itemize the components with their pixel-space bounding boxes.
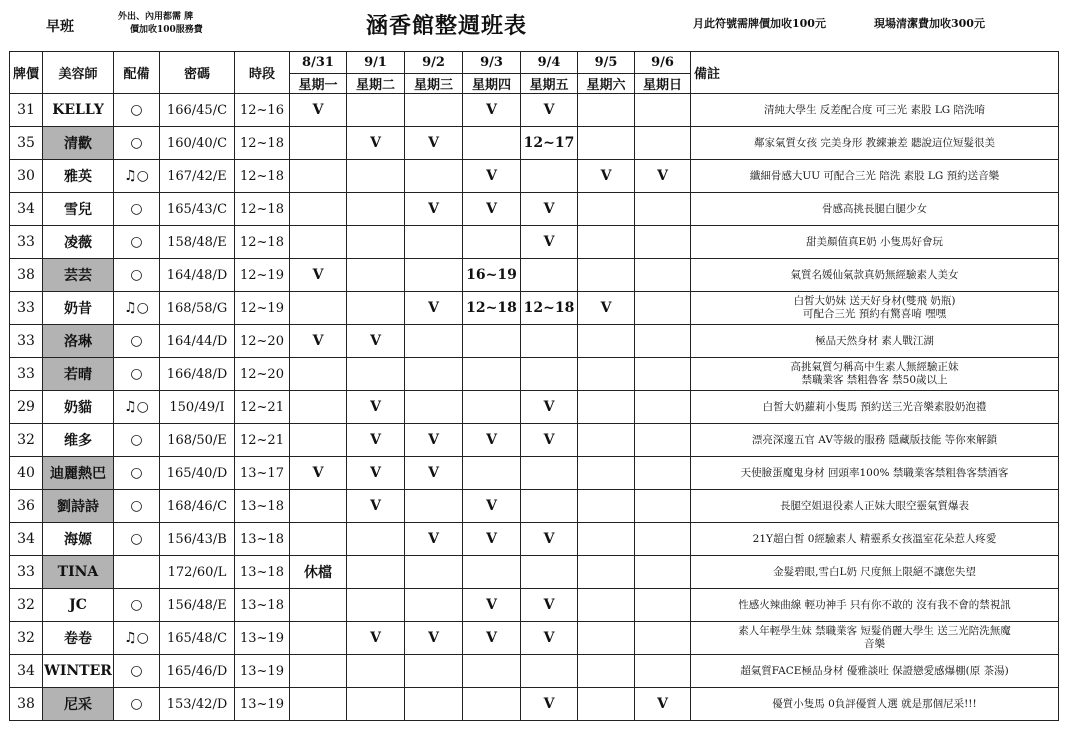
table-row — [10, 655, 1059, 688]
code-cell: 158/48/E — [160, 226, 235, 259]
stylist-name-cell: JC — [43, 589, 114, 622]
equipment-cell: ○ — [114, 358, 160, 391]
day-cell: V — [463, 589, 521, 622]
day-cell — [290, 127, 347, 160]
col-header-stylist: 美容師 — [43, 52, 114, 94]
day-cell — [347, 358, 405, 391]
time-slot-cell: 12~19 — [235, 259, 290, 292]
day-cell — [635, 523, 691, 556]
time-slot-cell: 13~18 — [235, 490, 290, 523]
day-cell — [578, 556, 635, 589]
code-cell: 156/43/B — [160, 523, 235, 556]
day-cell — [405, 490, 463, 523]
day-cell: V — [521, 589, 578, 622]
day-cell: V — [578, 292, 635, 325]
day-cell — [578, 424, 635, 457]
col-header-remark: 備註 — [691, 52, 1059, 94]
day-cell — [405, 391, 463, 424]
stylist-name-cell: 芸芸 — [43, 259, 114, 292]
remark-cell: 天使臉蛋魔鬼身材 回頭率100% 禁職業客禁粗魯客禁酒客 — [691, 457, 1059, 490]
day-cell — [290, 391, 347, 424]
day-cell — [290, 622, 347, 655]
day-cell: V — [405, 424, 463, 457]
table-row — [10, 259, 1059, 292]
equipment-cell — [114, 556, 160, 589]
day-cell — [347, 688, 405, 721]
day-cell — [463, 391, 521, 424]
day-cell — [405, 259, 463, 292]
equipment-cell: ♫○ — [114, 622, 160, 655]
table-row — [10, 490, 1059, 523]
code-cell: 172/60/L — [160, 556, 235, 589]
code-cell: 160/40/C — [160, 127, 235, 160]
day-cell — [405, 325, 463, 358]
col-header-time: 時段 — [235, 52, 290, 94]
price-cell: 38 — [10, 688, 43, 721]
remark-cell: 金髮碧眼,雪白L奶 尺度無上限絕不讓您失望 — [691, 556, 1059, 589]
day-cell — [521, 490, 578, 523]
col-header-weekday: 星期一 — [290, 74, 347, 94]
col-header-weekday: 星期二 — [347, 74, 405, 94]
table-row — [10, 325, 1059, 358]
day-cell — [578, 391, 635, 424]
code-cell: 156/48/E — [160, 589, 235, 622]
remark-cell: 21Y超白皙 0經驗素人 精靈系女孩溫室花朵惹人疼愛 — [691, 523, 1059, 556]
stylist-name-cell: 卷卷 — [43, 622, 114, 655]
day-cell — [290, 292, 347, 325]
price-cell: 33 — [10, 556, 43, 589]
day-cell — [405, 226, 463, 259]
day-cell — [578, 127, 635, 160]
day-cell — [347, 523, 405, 556]
day-cell: V — [347, 424, 405, 457]
stylist-name-cell: 雪兒 — [43, 193, 114, 226]
day-cell: V — [463, 94, 521, 127]
day-cell — [521, 358, 578, 391]
table-row — [10, 622, 1059, 655]
day-cell — [290, 589, 347, 622]
price-cell: 31 — [10, 94, 43, 127]
day-cell — [405, 589, 463, 622]
day-cell — [521, 556, 578, 589]
remark-cell: 長腿空姐退役素人正妹大眼空靈氣質爆表 — [691, 490, 1059, 523]
day-cell: V — [521, 622, 578, 655]
time-slot-cell: 13~18 — [235, 523, 290, 556]
code-cell: 165/46/D — [160, 655, 235, 688]
col-header-date: 9/4 — [521, 52, 578, 74]
day-cell — [290, 358, 347, 391]
table-row — [10, 391, 1059, 424]
day-cell — [635, 490, 691, 523]
time-slot-cell: 13~18 — [235, 556, 290, 589]
day-cell: V — [347, 325, 405, 358]
stylist-name-cell: 雅英 — [43, 160, 114, 193]
service-fee-note-line2: 價加收100服務費 — [130, 25, 203, 35]
time-slot-cell: 13~19 — [235, 622, 290, 655]
day-cell — [635, 325, 691, 358]
price-cell: 30 — [10, 160, 43, 193]
remark-cell: 高挑氣質匀稱高中生素人無經驗正妹 禁職業客 禁粗魯客 禁50歲以上 — [691, 358, 1059, 391]
time-slot-cell: 13~18 — [235, 589, 290, 622]
day-cell — [290, 490, 347, 523]
day-cell — [635, 226, 691, 259]
day-cell: 16~19 — [463, 259, 521, 292]
day-cell — [578, 622, 635, 655]
remark-cell: 優質小隻馬 0負評優質人選 就是那個尼采!!! — [691, 688, 1059, 721]
day-cell — [635, 358, 691, 391]
remark-cell: 白皙大奶蘿莉小隻馬 預約送三光音樂素股奶泡禮 — [691, 391, 1059, 424]
col-header-code: 密碼 — [160, 52, 235, 94]
time-slot-cell: 13~19 — [235, 655, 290, 688]
remark-cell: 性感火辣曲線 輕功神手 只有你不敢的 沒有我不會的禁視訊 — [691, 589, 1059, 622]
day-cell: V — [521, 523, 578, 556]
day-cell — [578, 358, 635, 391]
equipment-cell: ○ — [114, 457, 160, 490]
day-cell: V — [521, 424, 578, 457]
day-cell — [635, 127, 691, 160]
day-cell — [635, 589, 691, 622]
col-header-weekday: 星期三 — [405, 74, 463, 94]
day-cell — [463, 556, 521, 589]
day-cell — [635, 193, 691, 226]
day-cell: 12~17 — [521, 127, 578, 160]
table-row — [10, 424, 1059, 457]
day-cell — [290, 193, 347, 226]
stylist-name-cell: 海嫄 — [43, 523, 114, 556]
day-cell — [463, 688, 521, 721]
table-body — [10, 94, 1059, 721]
day-cell: V — [347, 490, 405, 523]
col-header-date: 9/1 — [347, 52, 405, 74]
remark-cell: 超氣質FACE極品身材 優雅談吐 保證戀愛感爆棚(原 茶湯) — [691, 655, 1059, 688]
table-row — [10, 160, 1059, 193]
code-cell: 153/42/D — [160, 688, 235, 721]
remark-cell: 白皙大奶妹 送天好身材(雙飛 奶瓶) 可配合三光 預約有驚喜唷 嘿嘿 — [691, 292, 1059, 325]
day-cell: V — [463, 490, 521, 523]
day-cell — [290, 655, 347, 688]
day-cell — [635, 259, 691, 292]
day-cell — [635, 457, 691, 490]
day-cell — [405, 94, 463, 127]
stylist-name-cell: 维多 — [43, 424, 114, 457]
day-cell: V — [347, 127, 405, 160]
day-cell — [347, 193, 405, 226]
col-header-weekday: 星期四 — [463, 74, 521, 94]
day-cell — [521, 325, 578, 358]
remark-cell: 極品天然身材 素人戰江湖 — [691, 325, 1059, 358]
day-cell: V — [578, 160, 635, 193]
time-slot-cell: 12~18 — [235, 127, 290, 160]
time-slot-cell: 12~18 — [235, 193, 290, 226]
price-cell: 36 — [10, 490, 43, 523]
day-cell: V — [463, 424, 521, 457]
day-cell — [578, 457, 635, 490]
col-header-equip: 配備 — [114, 52, 160, 94]
table-row — [10, 226, 1059, 259]
cleaning-fee-note: 現場清潔費加收300元 — [874, 17, 985, 30]
equipment-cell: ○ — [114, 325, 160, 358]
price-cell: 34 — [10, 193, 43, 226]
day-cell — [347, 292, 405, 325]
day-cell — [290, 424, 347, 457]
stylist-name-cell: 凌薇 — [43, 226, 114, 259]
day-cell — [290, 523, 347, 556]
col-header-date: 9/6 — [635, 52, 691, 74]
col-header-weekday: 星期五 — [521, 74, 578, 94]
price-cell: 38 — [10, 259, 43, 292]
table-row — [10, 127, 1059, 160]
price-cell: 29 — [10, 391, 43, 424]
remark-cell: 清純大學生 反差配合度 可三光 素股 LG 陪洗唷 — [691, 94, 1059, 127]
table-header — [10, 52, 1059, 94]
day-cell — [635, 622, 691, 655]
price-cell: 33 — [10, 358, 43, 391]
equipment-cell: ○ — [114, 655, 160, 688]
remark-cell: 甜美顏值真E奶 小隻馬好會玩 — [691, 226, 1059, 259]
day-cell: V — [521, 94, 578, 127]
day-cell: V — [521, 193, 578, 226]
col-header-weekday: 星期日 — [635, 74, 691, 94]
day-cell: V — [463, 622, 521, 655]
day-cell: V — [405, 292, 463, 325]
day-cell — [347, 556, 405, 589]
day-cell — [405, 655, 463, 688]
day-cell: V — [405, 622, 463, 655]
price-cell: 32 — [10, 424, 43, 457]
day-cell — [578, 259, 635, 292]
day-cell — [578, 193, 635, 226]
day-cell — [347, 589, 405, 622]
table-row — [10, 523, 1059, 556]
code-cell: 150/49/I — [160, 391, 235, 424]
equipment-cell: ○ — [114, 127, 160, 160]
day-cell — [635, 94, 691, 127]
remark-cell: 氣質名媛仙氣款真奶無經驗素人美女 — [691, 259, 1059, 292]
price-cell: 34 — [10, 523, 43, 556]
day-cell: V — [521, 688, 578, 721]
day-cell: V — [463, 523, 521, 556]
code-cell: 168/58/G — [160, 292, 235, 325]
day-cell: V — [405, 523, 463, 556]
time-slot-cell: 12~21 — [235, 424, 290, 457]
schedule-table — [9, 51, 1059, 721]
day-cell: V — [405, 457, 463, 490]
equipment-cell: ○ — [114, 94, 160, 127]
day-cell — [463, 655, 521, 688]
day-cell — [635, 424, 691, 457]
equipment-cell: ○ — [114, 490, 160, 523]
code-cell: 165/43/C — [160, 193, 235, 226]
code-cell: 168/46/C — [160, 490, 235, 523]
day-cell — [347, 226, 405, 259]
stylist-name-cell: 尼采 — [43, 688, 114, 721]
day-cell — [635, 391, 691, 424]
remark-cell: 骨感高挑長腿白腿少女 — [691, 193, 1059, 226]
day-cell — [405, 556, 463, 589]
day-cell — [578, 655, 635, 688]
time-slot-cell: 12~18 — [235, 160, 290, 193]
col-header-price: 牌價 — [10, 52, 43, 94]
time-slot-cell: 12~21 — [235, 391, 290, 424]
code-cell: 165/48/C — [160, 622, 235, 655]
stylist-name-cell: TINA — [43, 556, 114, 589]
remark-cell: 纖細骨感大UU 可配合三光 陪洗 素股 LG 預約送音樂 — [691, 160, 1059, 193]
day-cell: V — [463, 160, 521, 193]
day-cell: 12~18 — [521, 292, 578, 325]
stylist-name-cell: 清歡 — [43, 127, 114, 160]
price-cell: 33 — [10, 292, 43, 325]
day-cell — [405, 358, 463, 391]
day-cell — [521, 457, 578, 490]
time-slot-cell: 12~20 — [235, 325, 290, 358]
day-cell — [578, 94, 635, 127]
day-cell: V — [290, 94, 347, 127]
day-cell — [635, 655, 691, 688]
code-cell: 164/44/D — [160, 325, 235, 358]
col-header-date: 8/31 — [290, 52, 347, 74]
day-cell: V — [521, 226, 578, 259]
time-slot-cell: 12~16 — [235, 94, 290, 127]
code-cell: 166/45/C — [160, 94, 235, 127]
day-cell — [347, 655, 405, 688]
equipment-cell: ♫○ — [114, 292, 160, 325]
equipment-cell: ○ — [114, 424, 160, 457]
table-row — [10, 457, 1059, 490]
day-cell: V — [347, 622, 405, 655]
remark-cell: 素人年輕學生妹 禁職業客 短髮俏麗大學生 送三光陪洗無魔 音樂 — [691, 622, 1059, 655]
time-slot-cell: 12~20 — [235, 358, 290, 391]
equipment-cell: ○ — [114, 589, 160, 622]
table-row — [10, 589, 1059, 622]
day-cell — [290, 226, 347, 259]
equipment-cell: ○ — [114, 523, 160, 556]
remark-cell: 鄰家氣質女孩 完美身形 教練兼差 聽說這位短髮很美 — [691, 127, 1059, 160]
day-cell — [463, 358, 521, 391]
day-cell: V — [347, 457, 405, 490]
day-cell: V — [290, 325, 347, 358]
day-cell: V — [347, 391, 405, 424]
day-cell — [347, 94, 405, 127]
day-cell — [463, 457, 521, 490]
page-title: 涵香館整週班表 — [366, 13, 528, 39]
equipment-cell: ♫○ — [114, 391, 160, 424]
table-row — [10, 94, 1059, 127]
col-header-date: 9/5 — [578, 52, 635, 74]
day-cell — [405, 688, 463, 721]
day-cell — [463, 325, 521, 358]
col-header-date: 9/2 — [405, 52, 463, 74]
day-cell — [521, 259, 578, 292]
equipment-cell: ○ — [114, 226, 160, 259]
stylist-name-cell: 劉詩詩 — [43, 490, 114, 523]
col-header-weekday: 星期六 — [578, 74, 635, 94]
stylist-name-cell: 奶貓 — [43, 391, 114, 424]
code-cell: 165/40/D — [160, 457, 235, 490]
stylist-name-cell: KELLY — [43, 94, 114, 127]
day-cell — [578, 325, 635, 358]
day-cell — [635, 292, 691, 325]
stylist-name-cell: 奶昔 — [43, 292, 114, 325]
table-row — [10, 688, 1059, 721]
table-row — [10, 292, 1059, 325]
table-row — [10, 358, 1059, 391]
col-header-date: 9/3 — [463, 52, 521, 74]
equipment-cell: ♫○ — [114, 160, 160, 193]
stylist-name-cell: 迪麗熱巴 — [43, 457, 114, 490]
stylist-name-cell: 洛琳 — [43, 325, 114, 358]
day-cell — [635, 556, 691, 589]
day-cell — [521, 655, 578, 688]
day-cell — [405, 160, 463, 193]
service-fee-note-line1: 外出、內用都需 牌 — [118, 12, 194, 22]
price-cell: 33 — [10, 325, 43, 358]
code-cell: 166/48/D — [160, 358, 235, 391]
price-cell: 40 — [10, 457, 43, 490]
day-cell: V — [521, 391, 578, 424]
day-cell — [578, 589, 635, 622]
price-cell: 32 — [10, 622, 43, 655]
time-slot-cell: 13~19 — [235, 688, 290, 721]
time-slot-cell: 13~17 — [235, 457, 290, 490]
day-cell: V — [635, 688, 691, 721]
day-cell — [578, 523, 635, 556]
page-header — [0, 0, 1068, 50]
day-cell: V — [405, 127, 463, 160]
equipment-cell: ○ — [114, 193, 160, 226]
code-cell: 164/48/D — [160, 259, 235, 292]
equipment-cell: ○ — [114, 259, 160, 292]
table-row — [10, 193, 1059, 226]
day-cell: V — [463, 193, 521, 226]
day-cell — [290, 160, 347, 193]
day-cell — [578, 688, 635, 721]
day-cell: V — [290, 259, 347, 292]
equipment-cell: ○ — [114, 688, 160, 721]
table-row — [10, 556, 1059, 589]
day-cell — [463, 127, 521, 160]
shift-label: 早班 — [46, 19, 74, 35]
day-cell: V — [405, 193, 463, 226]
price-cell: 33 — [10, 226, 43, 259]
stylist-name-cell: 若晴 — [43, 358, 114, 391]
time-slot-cell: 12~18 — [235, 226, 290, 259]
service-fee-note — [118, 11, 203, 37]
day-cell — [463, 226, 521, 259]
surcharge-note: 月此符號需牌價加收100元 — [693, 17, 826, 30]
price-cell: 35 — [10, 127, 43, 160]
day-cell — [578, 226, 635, 259]
stylist-name-cell: WINTER — [43, 655, 114, 688]
price-cell: 34 — [10, 655, 43, 688]
day-cell — [347, 160, 405, 193]
remark-cell: 漂亮深邃五官 AV等級的服務 隱藏版技能 等你來解鎖 — [691, 424, 1059, 457]
day-cell: 12~18 — [463, 292, 521, 325]
day-cell: V — [290, 457, 347, 490]
code-cell: 167/42/E — [160, 160, 235, 193]
day-cell — [521, 160, 578, 193]
price-cell: 32 — [10, 589, 43, 622]
day-cell — [290, 688, 347, 721]
day-cell: V — [635, 160, 691, 193]
time-slot-cell: 12~19 — [235, 292, 290, 325]
day-cell — [347, 259, 405, 292]
day-cell: 休檔 — [290, 556, 347, 589]
code-cell: 168/50/E — [160, 424, 235, 457]
day-cell — [578, 490, 635, 523]
